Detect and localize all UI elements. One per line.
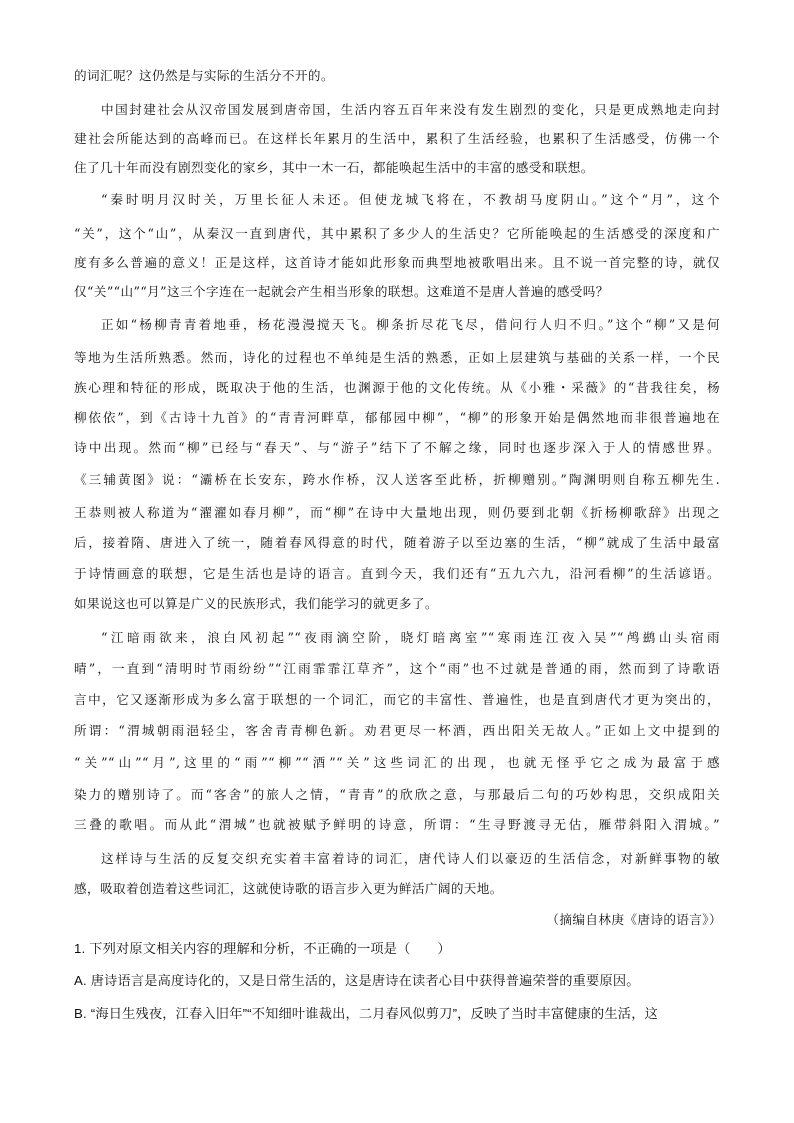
passage-line: 等地为生活所熟悉。然而，诗化的过程也不单纯是生活的熟悉，正如上层建筑与基础的关系一样，一个民: [74, 350, 720, 365]
passage-line: 言中，它又逐渐形成为多么富于联想的一个词汇，而它的丰富性、普遍性，也是直到唐代才更为突出的，: [74, 692, 720, 707]
passage-line: 如果说这也可以算是广义的民族形式，我们能学习的就更多了。: [74, 596, 438, 611]
passage-line: 所谓：“渭城朝雨浥轻尘，客舍青青柳色新。劝君更尽一杯酒，西出阳关无故人。”正如上文中提到的: [74, 723, 720, 738]
source-citation: （摘编自林庚《唐诗的语言》）: [546, 912, 722, 927]
passage-line: “江暗雨欲来，浪白风初起”“夜雨滴空阶，晓灯暗离室”“寒雨连江夜入吴”“鸬鹚山头宿雨: [101, 630, 720, 645]
passage-line: 度有多么普遍的意义！正是这样，这首诗才能如此形象而典型地被歌唱出来。且不说一首完整的诗，就仅: [74, 255, 720, 270]
passage-line: 《三辅黄图》说：“灞桥在长安东，跨水作桥，汉人送客至此桥，折柳赠别。”陶渊明则自称五柳先生.: [74, 472, 720, 487]
passage-line: 建社会所能达到的高峰而已。在这样长年累月的生活中，累积了生活经验，也累积了生活感受，仿佛一个: [74, 131, 720, 146]
passage-line: 后，接着隋、唐进入了统一，随着春风得意的时代，随着游子以至边塞的生活，“柳”就成了生活中最富: [74, 535, 720, 550]
passage-line: 感，吸取着创造着这些词汇，这就使诗歌的语言步入更为鲜活广阔的天地。: [74, 881, 503, 896]
passage-line: 住了几十年而没有剧烈变化的家乡，其中一木一石，都能唤起生活中的丰富的感受和联想。: [74, 160, 594, 175]
passage-line: 族心理和特征的形成，既取决于他的生活，也渊源于他的文化传统。从《小雅・采薇》的“昔我往矣，杨: [74, 380, 720, 395]
option-a: A. 唐诗语言是高度诗化的，又是日常生活的，这是唐诗在读者心目中获得普遍荣誉的重要原因。: [74, 973, 640, 988]
question-1-stem: 1. 下列对原文相关内容的理解和分析，不正确的一项是（ ）: [74, 941, 451, 956]
passage-line: 于诗情画意的联想，它是生活也是诗的语言。直到今天，我们还有“五九六九，沿河看柳”的生活谚语。: [74, 566, 720, 581]
passage-line: 仅“关”“山”“月”这三个字连在一起就会产生相当形象的联想。这难道不是唐人普遍的感受吗？: [74, 284, 609, 299]
passage-line: 柳依依”，到《古诗十九首》的“青青河畔草，郁郁园中柳”，“柳”的形象开始是偶然地而非很普遍地在: [74, 410, 720, 425]
passage-line: 三叠的歌唱。而从此“渭城”也就被赋予鲜明的诗意，所谓：“生寻野渡寻无估，雁带斜阳入渭城。”: [74, 817, 720, 832]
passage-line: 正如“杨柳青青着地垂，杨花漫漫搅天飞。柳条折尽花飞尽，借问行人归不归。”这个“柳”又是何: [101, 317, 720, 332]
passage-line: “秦时明月汉时关，万里长征人未还。但使龙城飞将在，不教胡马度阴山。”这个“月”，这个: [101, 192, 720, 207]
option-b: B. “海日生残夜，江春入旧年”“不知细叶谁裁出，二月春风似剪刀”，反映了当时丰富健康的生活，这: [74, 1006, 658, 1021]
passage-line: 中国封建社会从汉帝国发展到唐帝国，生活内容五百年来没有发生剧烈的变化，只是更成熟地走向封: [101, 102, 720, 117]
passage-line: “关”，这个“山”，从秦汉一直到唐代，其中累积了多少人的生活史？它所能唤起的生活感受的深度和广: [74, 226, 720, 241]
passage-line: 晴”，一直到“清明时节雨纷纷”“江雨霏霏江草齐”，这个“雨”也不过就是普通的雨，然而到了诗歌语: [74, 661, 720, 676]
passage-line: 染力的赠别诗了。而“客舍”的旅人之情，“青青”的欣欣之意，与那最后二句的巧妙构思，交织成阳关: [74, 787, 720, 802]
passage-line: 诗中出现。然而“柳”已经与“春天”、与“游子”结下了不解之缘，同时也逐步深入于人的情感世界。: [74, 440, 720, 455]
passage-line: “关”“山”“月”,这里的“雨”“柳”“酒”“关”这些词汇的出现，也就无怪乎它之成为最富于感: [74, 755, 720, 770]
passage-line: 的词汇呢？这仍然是与实际的生活分不开的。: [74, 68, 334, 83]
passage-line: 王恭则被人称道为“濯濯如春月柳”，而“柳”在诗中大量地出现，则仍要到北朝《折杨柳歌辞》出现之: [74, 505, 720, 520]
passage-line: 这样诗与生活的反复交织充实着丰富着诗的词汇，唐代诗人们以豪迈的生活信念，对新鲜事物的敏: [101, 851, 720, 866]
